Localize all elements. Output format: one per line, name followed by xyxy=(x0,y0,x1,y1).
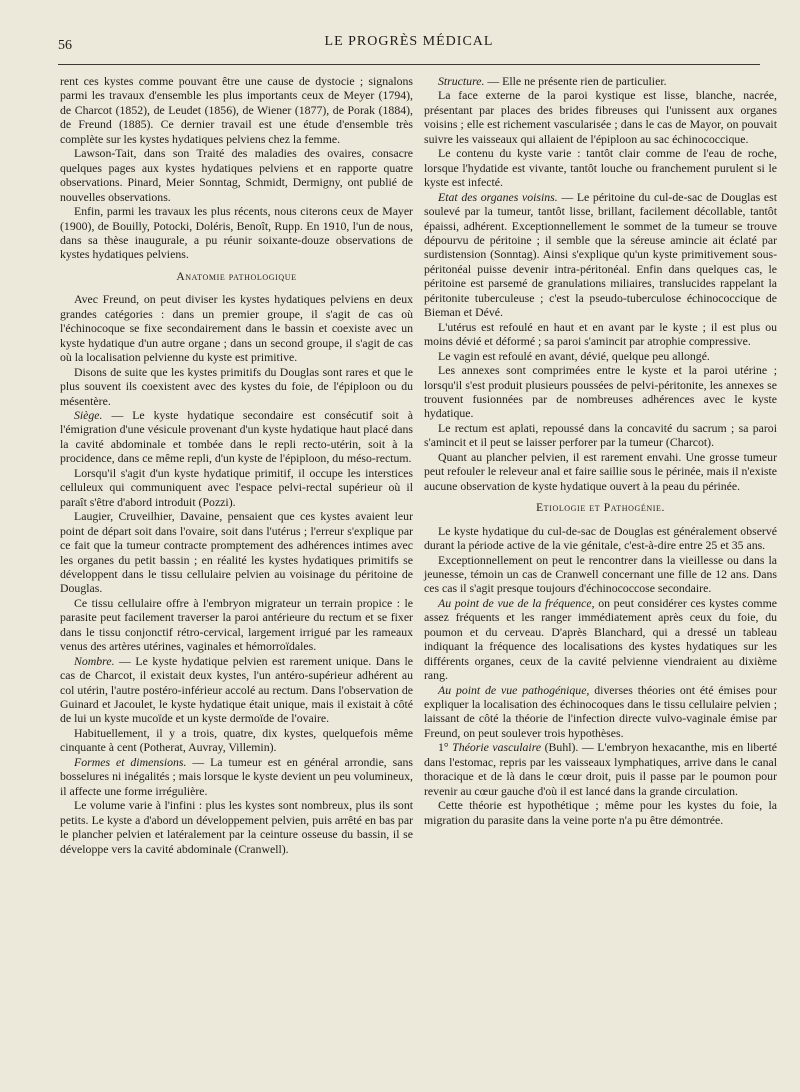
paragraph: Le rectum est aplati, repoussé dans la concavité du sacrum ; sa paroi s'amincit et il peut se laisser perforer par la tumeur (Charcot). xyxy=(424,420,777,450)
section-heading-etiologie: Etiologie et Pathogénie. xyxy=(536,502,665,515)
paragraph-text: diverses théories ont été émises pour expliquer la localisation des échinocoques dans le tissu cellulaire pelvien ; laissant de côté la théorie de l'infection directe vulvo-vaginale émise par Freund, on peut soulever trois hypothèses. xyxy=(424,682,777,740)
header-rule xyxy=(58,64,760,65)
paragraph: Enfin, parmi les travaux les plus récents, nous citerons ceux de Mayer (1900), de Bouilly, Potocki, Doléris, Benoît, Rupp. En 1910, l'un de nous, dans sa thèse inaugurale, a pu réunir soixante-douze observations de kystes hydatiques pelviens. xyxy=(60,204,413,262)
journal-title: LE PROGRÈS MÉDICAL xyxy=(324,34,494,49)
paragraph: Ce tissu cellulaire offre à l'embryon migrateur un terrain propice : le parasite peut facilement traverser la paroi antérieure du rectum et se fixer dans le tissu conjonctif rétro-cervical, largement irrigué par les rameaux venus des artères utérines, vaginales et hémorroïdales. xyxy=(60,595,413,654)
paragraph-text: — La tumeur est en général arrondie, sans bosselures ni inégalités ; mais lorsque le kyste devient un peu volumineux, il affecte une forme irrégulière. xyxy=(60,754,413,798)
paragraph-text: — Le kyste hydatique pelvien est rarement unique. Dans le cas de Charcot, il existait deux kystes, l'un antéro-supérieur adhérent au col utérin, l'autre postéro-inférieur accolé au rectum. Dans l'observation de Guinard et Jacoulet, le kyste hydatique était unique, mais il existait à côté de lui un kyste mucoïde et un kyste dermoïde de l'ovaire. xyxy=(60,653,413,726)
paragraph: Exceptionnellement on peut le rencontrer dans la vieillesse ou dans la jeunesse, témoin un cas de Cranwell concernant une fille de 12 ans. Dans ces cas il s'agit presque toujours d'échinococcose secondaire. xyxy=(424,552,777,596)
paragraph: Cette théorie est hypothétique ; même pour les kystes du foie, la migration du parasite dans la veine porte n'a pu être démontrée. xyxy=(424,798,777,827)
right-column xyxy=(424,74,777,827)
paragraph: Le contenu du kyste varie : tantôt clair comme de l'eau de roche, lorsque l'hydatide est vivante, tantôt louche ou franchement purulent si le kyste est infecté. xyxy=(424,146,777,190)
paragraph: Habituellement, il y a trois, quatre, dix kystes, quelquefois même cinquante à cent (Potherat, Auvray, Villemin). xyxy=(60,725,413,755)
paragraph-text: — Le péritoine du cul-de-sac de Douglas est soulevé par la tumeur, tantôt lisse, brillant, facilement décollable, tantôt épaissi, adhérent. Exceptionnellement le sommet de la tumeur se trouve dépourvu de péritoine ; il semble que la séreuse amincie ait éclaté par surdistension (Sonntag). Ainsi s'explique qu'un kyste primitivement sous-péritonéal puisse devenir intra-péritonéal. Enfin dans quelques cas, le péritoine est parsemé de granulations miliaires, translucides rappelant la péritonite tuberculeuse ; c'est la pseudo-tuberculose échinococcique de Bieman et Dévé. xyxy=(424,189,777,320)
paragraph: rent ces kystes comme pouvant être une cause de dystocie ; signalons parmi les travaux d'ensemble les plus importants ceux de Meyer (1794), de Charcot (1852), de Leudet (1856), de Wiener (1877), de Porak (1884), de Freund (1885). Ce dernier travail est une étude d'ensemble très complète sur les kystes hydatiques pelviens chez la femme. xyxy=(60,74,413,146)
section-heading-anatomie: Anatomie pathologique xyxy=(176,270,297,283)
paragraph: Avec Freund, on peut diviser les kystes hydatiques pelviens en deux grandes catégories : dans un premier groupe, il s'agit de cas où l'échinocoque se fixe secondairement dans le bassin et coexiste avec un kyste hydatique d'un autre organe ; dans un second groupe, il s'agit de cas où la localisation pelvienne du kyste est primitive. xyxy=(60,292,413,365)
subheading-theorie: Théorie vasculaire xyxy=(452,740,542,755)
paragraph-siege xyxy=(60,408,413,466)
paragraph-nombre xyxy=(60,654,413,726)
subheading-formes: Formes et dimensions. xyxy=(74,754,187,769)
paragraph-text: — Le kyste hydatique secondaire est consécutif soit à l'émigration d'une vésicule provenant d'un kyste hydatique haut placé dans la cavité abdominale et tombée dans le repli recto-utérin, soit à la procidence, dans ce même repli, d'un kyste de l'épiploon, du méso-rectum. xyxy=(60,407,413,466)
subheading-nombre: Nombre. xyxy=(74,653,115,668)
paragraph: L'utérus est refoulé en haut et en avant par le kyste ; il est plus ou moins dévié et déformé ; sa paroi s'amincit par atrophie compressive. xyxy=(424,319,777,349)
paragraph: La face externe de la paroi kystique est lisse, blanche, nacrée, présentant par places des brides fibreuses qui l'unissent aux organes voisins ; elle est richement vascularisée ; dans le cas de Mayor, on pouvait suivre les vaisseaux qui allaient de l'épiploon au sac échinococcique. xyxy=(424,88,777,146)
subheading-etat: Etat des organes voisins. xyxy=(438,189,558,204)
left-column xyxy=(60,74,413,856)
paragraph: Lawson-Tait, dans son Traité des maladies des ovaires, consacre quelques pages aux kystes hydatiques pelviens et en rapporte quatre observations. Pinard, Meier Sonntag, Schmidt, Dermigny, ont publié de nouvelles observations. xyxy=(60,146,413,204)
paragraph: Lorsqu'il s'agit d'un kyste hydatique primitif, il occupe les interstices celluleux qui communiquent avec l'espace pelvi-rectal supérieur où il paraît s'être d'abord introduit (Pozzi). xyxy=(60,465,413,509)
paragraph-text: on peut considérer ces kystes comme assez fréquents et les ranger immédiatement après ceux du foie, du poumon et du cerveau. D'après Blanchard, qui a dressé un tableau indiquant la fréquence des localisations des kystes hydatiques sur les différents organes, ceux de la cavité pelvienne viendraient au dixième rang. xyxy=(424,595,777,683)
subheading-pathogenique: Au point de vue pathogénique, xyxy=(438,682,590,697)
paragraph-etat xyxy=(424,190,777,320)
paragraph-text: — Elle ne présente rien de particulier. xyxy=(484,74,667,88)
paragraph: Les annexes sont comprimées entre le kyste et la paroi utérine ; lorsqu'il s'est produit plusieurs poussées de pelvi-péritonite, les annexes se trouvent fusionnées par de nombreuses adhérences avec le kyste hydatique. xyxy=(424,363,777,421)
subheading-structure: Structure. xyxy=(438,74,485,88)
subheading-siege: Siège. xyxy=(74,407,103,422)
paragraph-theorie xyxy=(424,740,777,798)
subheading-frequence: Au point de vue de la fréquence, xyxy=(438,595,595,610)
paragraph: Le vagin est refoulé en avant, dévié, quelque peu allongé. xyxy=(438,348,710,363)
paragraph: Quant au plancher pelvien, il est rarement envahi. Une grosse tumeur peut refouler le releveur anal et faire saillie sous le périnée, mais il n'existe aucune observation de kyste hydatique ouvert à la peau du périnée. xyxy=(424,449,777,493)
paragraph: Disons de suite que les kystes primitifs du Douglas sont rares et que le plus souvent ils coexistent avec des kystes du foie, de l'épiploon ou du mésentère. xyxy=(60,364,413,408)
list-number: 1° xyxy=(438,740,453,755)
paragraph-structure xyxy=(424,74,777,88)
paragraph: Le kyste hydatique du cul-de-sac de Douglas est généralement observé durant la période active de la vie génitale, c'est-à-dire entre 25 et 35 ans. xyxy=(424,523,777,553)
paragraph-frequence xyxy=(424,596,777,683)
page-header xyxy=(58,34,760,56)
paragraph-pathogenique xyxy=(424,683,777,741)
paragraph: Le volume varie à l'infini : plus les kystes sont nombreux, plus ils sont petits. Le kyste a d'abord un développement pelvien, puis arrêté en bas par le plancher pelvien et latéralement par la ceinture osseuse du bassin, il se développe vers la cavité abdominale (Cranwell). xyxy=(60,798,413,856)
page-number: 56 xyxy=(58,38,72,53)
paragraph-formes xyxy=(60,755,413,798)
paragraph-text: (Buhl). — L'embryon hexacanthe, mis en liberté dans l'estomac, repris par les vaisseaux lymphatiques, arrive dans le canal thoracique et de là dans le cœur droit, puis il passe par le poumon pour revenir au cœur gauche d'où il est lancé dans la grande circulation. xyxy=(424,740,777,798)
paragraph: Laugier, Cruveilhier, Davaine, pensaient que ces kystes avaient leur point de départ soit dans l'ovaire, soit dans l'utérus ; l'erreur s'explique par ce fait que la tumeur contracte promptement des adhérences intimes avec les organes du petit bassin ; en réalité les kystes hydatiques primitifs se développent dans le tissu cellulaire pelvien au voisinage du péritoine de Douglas. xyxy=(60,509,413,596)
